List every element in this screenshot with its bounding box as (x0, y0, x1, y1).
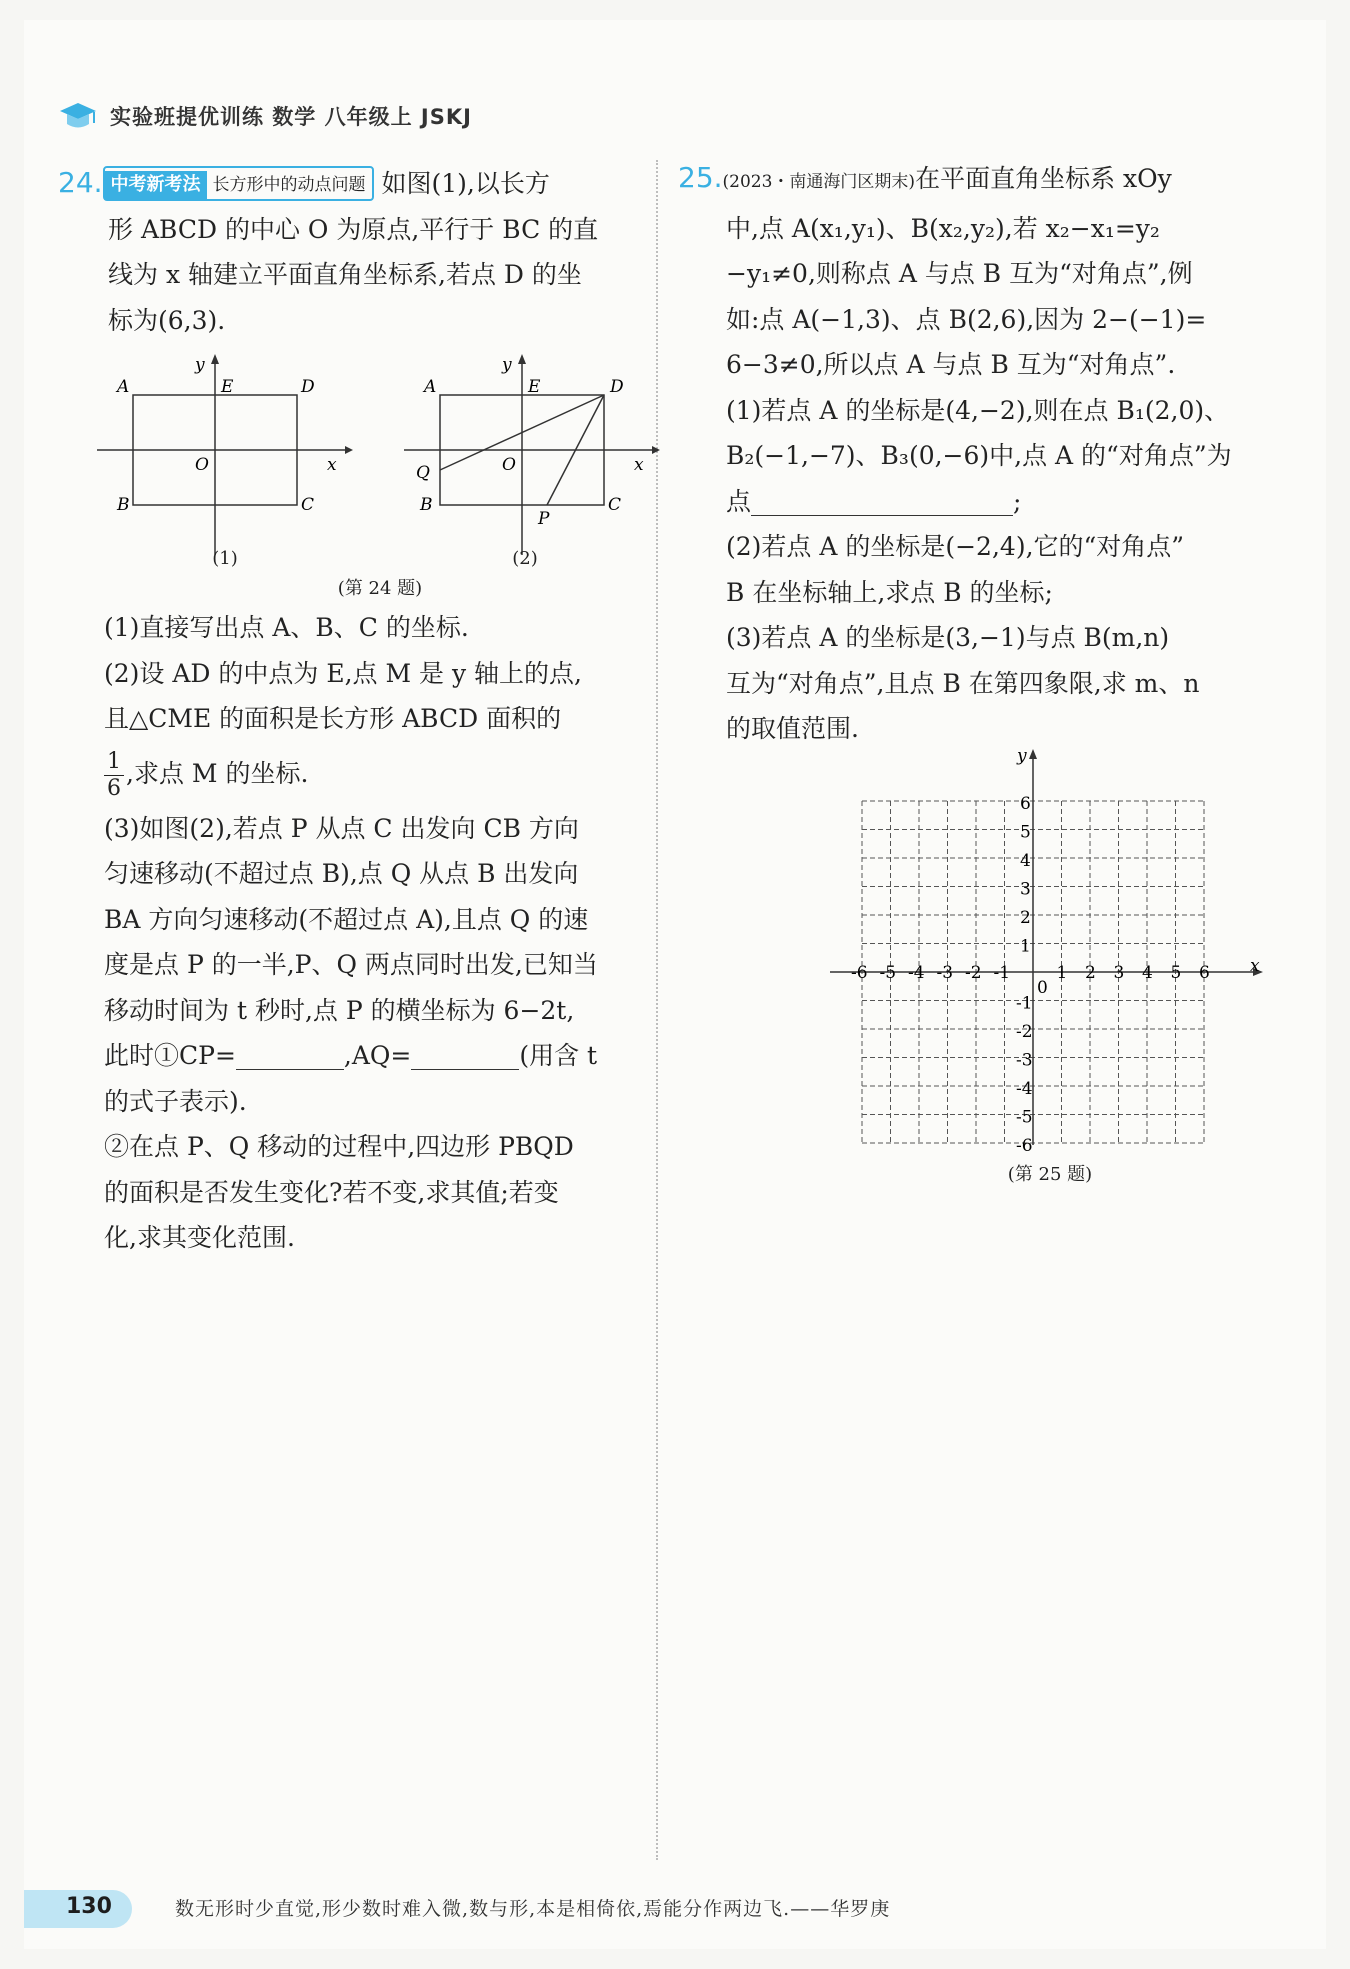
question-text: 6−3≠0,所以点 A 与点 B 互为“对角点”. (726, 350, 1176, 379)
footer-quote: 数无形时少直觉,形少数时难入微,数与形,本是相倚依,焉能分作两边飞.——华罗庚 (175, 1898, 891, 1920)
label-b: B (117, 495, 130, 515)
label-c: C (301, 495, 315, 515)
part-1-text: 点 (726, 486, 752, 516)
axis-label-x: x (1250, 956, 1260, 976)
page-number: 130 (66, 1894, 112, 1919)
part-3-line: 度是点 P 的一半,P、Q 两点同时出发,已知当 (104, 950, 598, 979)
part-2-line: ,求点 M 的坐标. (126, 758, 309, 788)
part-3-text: ,AQ= (343, 1041, 412, 1070)
coordinate-grid-25 (825, 745, 1265, 1165)
part-3-line: 的取值范围. (726, 714, 859, 743)
question-text: 在平面直角坐标系 xOy (915, 164, 1172, 193)
axis-label-y: y (1017, 746, 1027, 766)
part-1-text: ; (1013, 486, 1022, 516)
x-tick-label: 2 (1085, 963, 1096, 983)
graduation-cap-icon (58, 99, 98, 133)
x-tick-label: 3 (1113, 963, 1125, 983)
x-tick-label: -3 (936, 963, 954, 983)
part-1: (1)直接写出点 A、B、C 的坐标. (104, 613, 469, 642)
part-3-line: 的面积是否发生变化?若不变,求其值;若变 (104, 1177, 559, 1207)
answer-blank-aq[interactable] (411, 1039, 519, 1070)
label-e: E (221, 377, 234, 397)
part-3-line: BA 方向匀速移动(不超过点 A),且点 Q 的速 (104, 904, 589, 934)
question-number: 25. (678, 161, 723, 194)
part-3-line: 互为“对角点”,且点 B 在第四象限,求 m、n (726, 668, 1200, 698)
y-tick-label: 2 (1020, 908, 1031, 928)
figure-title-25: (第 25 题) (1007, 1164, 1093, 1185)
fraction-denominator: 6 (107, 775, 121, 801)
figure-24-2 (402, 350, 662, 570)
x-tick-labels (851, 963, 1210, 983)
label-c: C (608, 495, 622, 515)
question-text: −y₁≠0,则称点 A 与点 B 互为“对角点”,例 (726, 259, 1193, 288)
question-tag (103, 166, 374, 201)
x-tick-label: -5 (879, 963, 897, 983)
x-tick-label: 5 (1170, 963, 1182, 983)
label-p: P (538, 509, 550, 529)
label-e: E (528, 377, 541, 397)
label-b: B (420, 495, 433, 515)
page-number-badge (24, 1890, 132, 1928)
x-tick-label: -6 (851, 963, 868, 983)
question-24-parts (104, 605, 654, 1261)
question-24 (58, 160, 648, 343)
answer-blank-cp[interactable] (236, 1039, 344, 1070)
y-tick-label: 4 (1020, 851, 1031, 871)
label-d: D (301, 377, 315, 397)
part-3-line: 的式子表示). (104, 1086, 247, 1116)
part-3-text: 此时①CP= (104, 1041, 236, 1070)
part-3-text: (用含 t (519, 1041, 598, 1070)
x-tick-label: -1 (993, 963, 1011, 983)
part-2-line: (2)若点 A 的坐标是(−2,4),它的“对角点” (726, 532, 1185, 561)
y-tick-label: 1 (1020, 936, 1031, 957)
part-3-line: 移动时间为 t 秒时,点 P 的横坐标为 6−2t, (104, 995, 575, 1025)
y-tick-labels (1016, 794, 1033, 1156)
label-q: Q (416, 463, 430, 483)
question-text: 如:点 A(−1,3)、点 B(2,6),因为 2−(−1)= (726, 304, 1207, 334)
part-3-line: 匀速移动(不超过点 B),点 Q 从点 B 出发向 (104, 859, 579, 888)
intro-line: 形 ABCD 的中心 O 为原点,平行于 BC 的直 (108, 214, 599, 244)
label-d: D (610, 377, 624, 397)
y-tick-label: -3 (1016, 1050, 1033, 1071)
y-tick-label: -5 (1016, 1107, 1033, 1128)
label-o: O (195, 455, 209, 475)
fraction-numerator: 1 (104, 749, 124, 776)
part-3-line: (3)如图(2),若点 P 从点 C 出发向 CB 方向 (104, 813, 579, 843)
origin-label: 0 (1037, 978, 1048, 998)
intro-line: 线为 x 轴建立平面直角坐标系,若点 D 的坐 (108, 260, 582, 289)
question-source: (2023・南通海门区期末) (722, 172, 916, 192)
y-tick-label: -4 (1016, 1079, 1033, 1099)
figure-24-1 (95, 350, 355, 570)
y-tick-label: -6 (1016, 1136, 1033, 1156)
y-tick-label: 6 (1020, 794, 1031, 814)
page-footer (0, 1880, 1350, 1940)
y-tick-label: -1 (1016, 993, 1033, 1014)
part-1-line: B₂(−1,−7)、B₃(0,−6)中,点 A 的“对角点”为 (726, 441, 1232, 470)
question-text: 中,点 A(x₁,y₁)、B(x₂,y₂),若 x₂−x₁=y₂ (726, 213, 1160, 243)
part-2-line: 且△CME 的面积是长方形 ABCD 面积的 (104, 704, 562, 733)
label-a: A (117, 377, 130, 397)
y-tick-label: -2 (1016, 1022, 1033, 1042)
x-tick-label: 4 (1142, 963, 1153, 983)
part-3-line: (3)若点 A 的坐标是(3,−1)与点 B(m,n) (726, 623, 1170, 652)
y-tick-label: 5 (1020, 822, 1031, 843)
part-3-line: 化,求其变化范围. (104, 1223, 295, 1252)
x-tick-label: 1 (1056, 963, 1068, 983)
figure-caption-1: (1) (212, 548, 238, 569)
label-x: x (634, 455, 644, 475)
label-o: O (502, 455, 516, 475)
intro-line: 标为(6,3). (108, 305, 226, 335)
label-a: A (424, 377, 437, 397)
label-x: x (327, 455, 337, 475)
question-number: 24. (58, 166, 103, 199)
tag-label: 中考新考法 (105, 171, 207, 199)
label-y: y (195, 355, 205, 375)
figure-caption-2: (2) (512, 548, 538, 569)
question-25 (678, 155, 1278, 752)
label-y: y (502, 355, 512, 375)
answer-blank-diagonal-point[interactable] (751, 485, 1013, 516)
x-tick-label: -4 (908, 963, 925, 983)
book-title: 实验班提优训练 数学 八年级上 JSKJ (110, 105, 472, 129)
intro-line: 如图(1),以长方 (381, 169, 550, 198)
page-header (58, 96, 472, 136)
fraction (104, 749, 124, 802)
part-3-line: ②在点 P、Q 移动的过程中,四边形 PBQD (104, 1132, 574, 1161)
x-tick-label: 6 (1199, 963, 1210, 983)
tag-topic: 长方形中的动点问题 (212, 175, 366, 195)
y-tick-label: 3 (1020, 879, 1031, 900)
figure-title-24: (第 24 题) (337, 578, 423, 599)
part-2-line: B 在坐标轴上,求点 B 的坐标; (726, 577, 1053, 607)
part-2-line: (2)设 AD 的中点为 E,点 M 是 y 轴上的点, (104, 658, 583, 688)
part-1-line: (1)若点 A 的坐标是(4,−2),则在点 B₁(2,0)、 (726, 395, 1230, 425)
x-tick-label: -2 (965, 963, 982, 983)
